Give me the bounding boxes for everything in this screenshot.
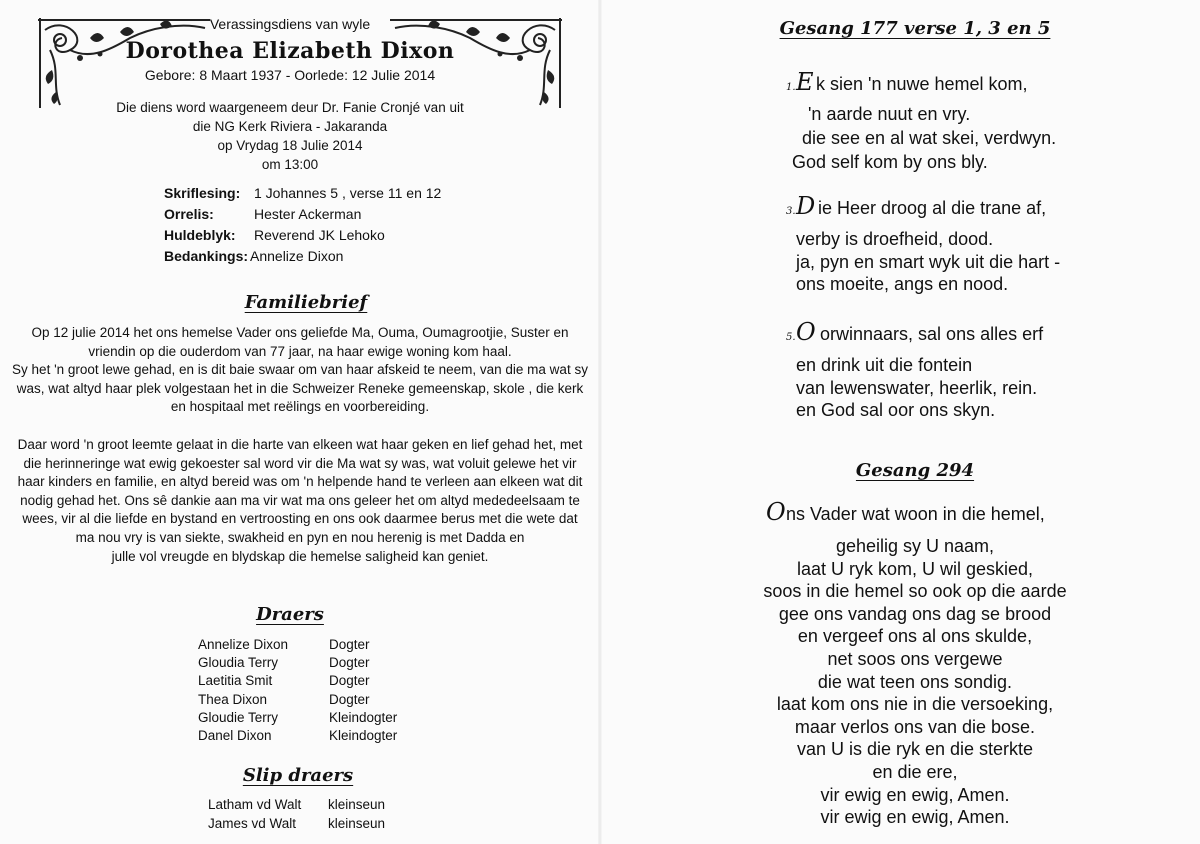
- verse-initial: D: [796, 192, 816, 220]
- verse-line: k sien 'n nuwe hemel kom,: [816, 74, 1028, 94]
- verse-lines: [796, 354, 1037, 422]
- gesang-294-line: ns Vader wat woon in die hemel,: [786, 504, 1045, 524]
- verse-number: 5.: [786, 332, 796, 343]
- draer-row: [198, 727, 398, 745]
- verse-1: [786, 70, 1056, 174]
- draer-row: [198, 672, 370, 690]
- verse-line: verby is droefheid, dood.: [796, 229, 994, 249]
- verse-initial: E: [796, 68, 814, 96]
- verse-number: 1.: [786, 82, 796, 93]
- verse-line: ie Heer droog al die trane af,: [818, 198, 1047, 218]
- draer-relation: Dogter: [329, 691, 370, 707]
- verse-first-line: [786, 70, 1056, 96]
- verse-line: ja, pyn en smart wyk uit die hart -: [796, 251, 1061, 272]
- draer-row: [198, 654, 370, 672]
- right-page: [600, 0, 1200, 844]
- service-line-2: die NG Kerk Riviera - Jakaranda: [192, 119, 388, 134]
- gesang-294-first-line: [766, 500, 1066, 526]
- paragraph-line: en hospitaal met reëlings en voorbereiding.: [170, 399, 430, 414]
- verse-line: die see en al wat skei, verdwyn.: [802, 128, 1057, 148]
- verse-lines: [792, 102, 1057, 174]
- verse-line: ons moeite, angs en nood.: [796, 274, 1009, 294]
- service-details: [164, 185, 442, 269]
- deceased-name: Dorothea Elizabeth Dixon: [125, 38, 455, 64]
- verse-line: God self kom by ons bly.: [792, 152, 988, 172]
- service-title: Verassingsdiens van wyle: [209, 16, 371, 32]
- draers-heading: Draers: [256, 604, 324, 625]
- draer-name: Danel Dixon: [198, 728, 272, 744]
- verse-line: en God sal oor ons skyn.: [796, 400, 996, 420]
- slip-draer-row: [208, 814, 386, 833]
- verse-3: [786, 194, 1060, 296]
- gesang-294-line: van U is die ryk en die sterkte: [796, 739, 1034, 760]
- paragraph-line: wees, vir al die liefde en bystand en vertroosting en ons ook daarmee berus met die wete dat: [22, 511, 578, 527]
- paragraph-line: Sy het 'n groot lewe gehad, en is dit baie swaar om van haar afskeid te neem, van die ma wat sy: [12, 362, 588, 377]
- detail-label: Orrelis:: [164, 206, 214, 222]
- draer-name: Thea Dixon: [198, 691, 268, 707]
- familiebrief-paragraph-1: [0, 324, 600, 417]
- detail-value: Hester Ackerman: [254, 206, 362, 222]
- draer-name: Laetitia Smit: [198, 673, 273, 689]
- verse-first-line: [786, 194, 1060, 220]
- gesang-294-line: maar verlos ons van die bose.: [794, 716, 1036, 737]
- gesang-294-line: en vergeef ons al ons skulde,: [797, 626, 1033, 647]
- slip-draers-heading: Slip draers: [242, 765, 354, 786]
- gesang-294-line: soos in die hemel so ook op die aarde: [763, 581, 1067, 602]
- gesang-294-line: vir ewig en ewig, Amen.: [820, 807, 1010, 828]
- paragraph-line: die herinneringe wat ewig gekoester sal word vir die Ma wat sy was, wat voluit gelewe het vir: [23, 455, 577, 471]
- verse-initial: O: [796, 318, 816, 346]
- detail-row: [164, 248, 344, 269]
- slip-draer-name: James vd Walt: [208, 816, 297, 831]
- gesang-294-line: geheilig sy U naam,: [835, 536, 995, 556]
- verse-line: en drink uit die fontein: [796, 355, 973, 375]
- paragraph-line: Daar word 'n groot leemte gelaat in die harte van elkeen wat haar geken en lief gehad het, met: [17, 437, 583, 452]
- life-dates: Gebore: 8 Maart 1937 - Oorlede: 12 Julie 2014: [144, 67, 436, 83]
- slip-draers-list: [208, 795, 386, 833]
- detail-label: Huldeblyk:: [164, 227, 236, 243]
- paragraph-line: Op 12 julie 2014 het ons hemelse Vader ons geliefde Ma, Ouma, Oumagrootjie, Suster en: [31, 325, 569, 340]
- detail-row: [164, 206, 362, 227]
- slip-draer-row: [208, 795, 386, 814]
- draer-row: [198, 709, 398, 727]
- slip-draer-name: Latham vd Walt: [208, 797, 302, 812]
- gesang-294-line: laat kom ons nie in die versoeking,: [776, 694, 1054, 715]
- detail-value: Reverend JK Lehoko: [254, 227, 385, 243]
- gesang-294-lines: [600, 535, 1200, 829]
- draer-name: Annelize Dixon: [198, 637, 289, 652]
- paragraph-line: vriendin op die ouderdom van 77 jaar, na haar ewige woning kom haal.: [88, 343, 512, 359]
- verse-line: van lewenswater, heerlik, rein.: [796, 377, 1038, 398]
- detail-value: 1 Johannes 5 , verse 11 en 12: [254, 185, 442, 201]
- verse-line: orwinnaars, sal ons alles erf: [820, 324, 1044, 344]
- draer-name: Gloudie Terry: [198, 709, 279, 725]
- service-line-3: op Vrydag 18 Julie 2014: [217, 138, 363, 153]
- detail-row: [164, 227, 385, 248]
- detail-row: [164, 185, 442, 206]
- verse-number: 3.: [786, 206, 796, 217]
- paragraph-line: haar kinders en familie, en altyd bereid was om 'n helpende hand te verleen aan elkeen wat dit: [17, 474, 583, 490]
- gesang-294-initial: O: [766, 498, 786, 526]
- verse-lines: [796, 228, 1060, 296]
- draer-relation: Dogter: [329, 637, 370, 652]
- draer-row: [198, 636, 370, 654]
- slip-draer-relation: kleinseun: [328, 816, 386, 831]
- verse-first-line: [786, 318, 1044, 346]
- service-line-1: Die diens word waargeneem deur Dr. Fanie Cronjé van uit: [116, 100, 464, 115]
- paragraph-line: nodig gehad het. Ons sê dankie aan ma vir wat ma ons geleer het om altyd mededeelsaam te: [20, 492, 580, 508]
- familiebrief-heading: Familiebrief: [244, 292, 368, 313]
- service-line-4: om 13:00: [261, 157, 319, 172]
- detail-label: Bedankings:: [164, 248, 249, 264]
- detail-label: Skriflesing:: [164, 185, 241, 201]
- detail-value: Annelize Dixon: [250, 248, 344, 264]
- verse-5: [786, 318, 1044, 422]
- paragraph-line: was, wat altyd haar plek volgestaan het in die Schweizer Reneke gemeenskap, skole , die kerk: [16, 380, 584, 396]
- draer-relation: Kleindogter: [329, 709, 398, 725]
- paragraph-line: ma nou vry is van siekte, swakheid en pyn en nou herenig is met Dadda en: [75, 529, 525, 545]
- slip-draer-relation: kleinseun: [328, 797, 386, 812]
- draer-name: Gloudia Terry: [198, 655, 279, 671]
- draers-list: [198, 636, 398, 745]
- draer-relation: Kleindogter: [329, 728, 398, 744]
- familiebrief-paragraph-2: [0, 436, 600, 566]
- draer-relation: Dogter: [329, 655, 370, 671]
- gesang-294-line: en die ere,: [872, 761, 958, 782]
- verse-line: 'n aarde nuut en vry.: [808, 104, 971, 124]
- gesang-294-line: gee ons vandag ons dag se brood: [778, 603, 1052, 624]
- gesang-294-line: die wat teen ons sondig.: [817, 671, 1013, 692]
- gesang-177-heading: Gesang 177 verse 1, 3 en 5: [779, 18, 1051, 39]
- gesang-294-line: vir ewig en ewig, Amen.: [820, 784, 1010, 805]
- draer-row: [198, 691, 370, 709]
- draer-relation: Dogter: [329, 673, 370, 689]
- paragraph-line: julle vol vreugde en blydskap die hemelse saligheid kan geniet.: [111, 548, 489, 564]
- gesang-294-line: net soos ons vergewe: [827, 648, 1003, 669]
- gesang-294-line: laat U ryk kom, U wil geskied,: [796, 558, 1034, 579]
- gesang-294-heading: Gesang 294: [855, 460, 975, 481]
